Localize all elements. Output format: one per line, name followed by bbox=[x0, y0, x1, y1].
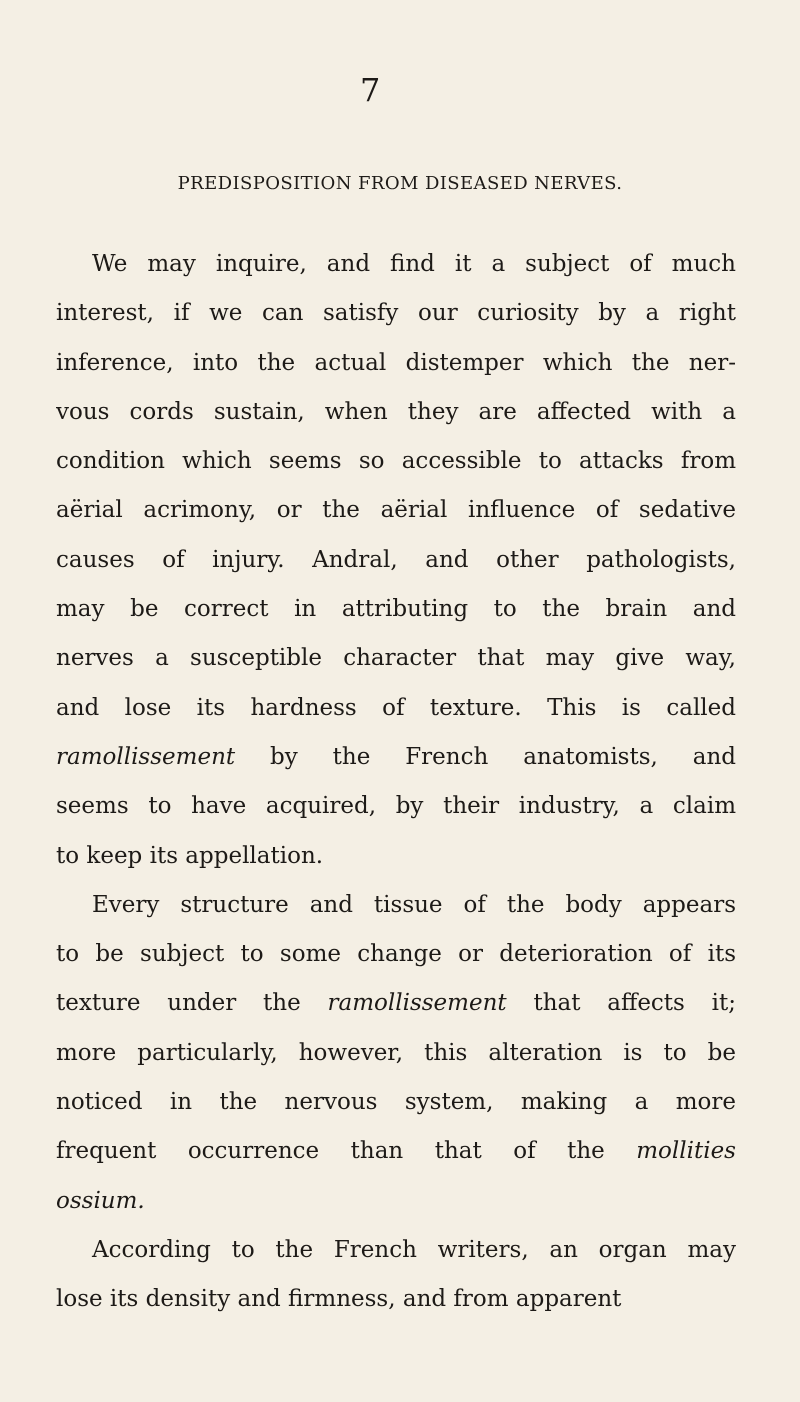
paragraph bbox=[56, 240, 736, 881]
text-run: lose its density and firmness, and from apparent bbox=[56, 1286, 622, 1313]
paragraph bbox=[56, 1226, 736, 1325]
text-run: to be subject to some change or deterioration of its bbox=[56, 941, 736, 968]
text-line bbox=[56, 388, 736, 437]
text-run: According to the French writers, an organ may bbox=[92, 1236, 736, 1263]
text-run: We may inquire, and find it a subject of much bbox=[92, 251, 736, 277]
text-line bbox=[56, 1078, 736, 1127]
italic-term: ramollissement bbox=[327, 990, 507, 1017]
text-run: texture under the bbox=[56, 990, 328, 1017]
page-number: 7 bbox=[360, 71, 381, 109]
text-run: noticed in the nervous system, making a more bbox=[56, 1089, 736, 1116]
text-run: nerves a susceptible character that may give way, bbox=[56, 645, 736, 672]
text-run: frequent occurrence than that of the bbox=[56, 1138, 637, 1165]
text-run: and lose its hardness of texture. This is called bbox=[56, 694, 736, 721]
text-line bbox=[56, 240, 736, 289]
text-line bbox=[56, 733, 736, 782]
text-line bbox=[56, 486, 736, 535]
text-run: to keep its appellation. bbox=[56, 842, 324, 869]
italic-term: mollities bbox=[636, 1138, 736, 1165]
text-line bbox=[56, 437, 736, 486]
text-run: causes of injury. Andral, and other pathologists, bbox=[56, 546, 736, 573]
text-line bbox=[56, 1127, 736, 1176]
text-run: by the French anatomists, and bbox=[235, 743, 736, 770]
text-line bbox=[56, 930, 736, 979]
running-head: PREDISPOSITION FROM DISEASED NERVES. bbox=[177, 173, 623, 194]
text-line bbox=[56, 1029, 736, 1078]
text-run: may be correct in attributing to the brain and bbox=[56, 596, 736, 623]
body-text bbox=[56, 240, 736, 1325]
text-run: Every structure and tissue of the body appears bbox=[92, 891, 736, 918]
italic-term: ossium. bbox=[56, 1187, 145, 1214]
text-line bbox=[56, 1275, 736, 1324]
text-line bbox=[56, 782, 736, 831]
text-run: seems to have acquired, by their industry, a claim bbox=[56, 793, 736, 820]
text-line bbox=[56, 585, 736, 634]
text-run: interest, if we can satisfy our curiosity by a right bbox=[56, 300, 736, 327]
text-run: more particularly, however, this alteration is to be bbox=[56, 1039, 736, 1066]
text-line bbox=[56, 339, 736, 388]
text-line bbox=[56, 536, 736, 585]
text-line bbox=[56, 1226, 736, 1275]
text-run: aërial acrimony, or the aërial influence of sedative bbox=[56, 497, 736, 524]
italic-term: ramollissement bbox=[56, 743, 236, 770]
text-line bbox=[56, 979, 736, 1028]
text-line bbox=[56, 684, 736, 733]
text-run: that affects it; bbox=[506, 990, 736, 1017]
text-line bbox=[56, 1177, 736, 1226]
text-line bbox=[56, 634, 736, 683]
text-line bbox=[56, 881, 736, 930]
text-run: condition which seems so accessible to attacks from bbox=[56, 448, 736, 475]
paragraph bbox=[56, 881, 736, 1226]
text-line bbox=[56, 289, 736, 338]
text-run: vous cords sustain, when they are affected with a bbox=[56, 398, 736, 425]
text-line bbox=[56, 832, 736, 881]
text-run: inference, into the actual distemper which the ner- bbox=[56, 349, 736, 376]
